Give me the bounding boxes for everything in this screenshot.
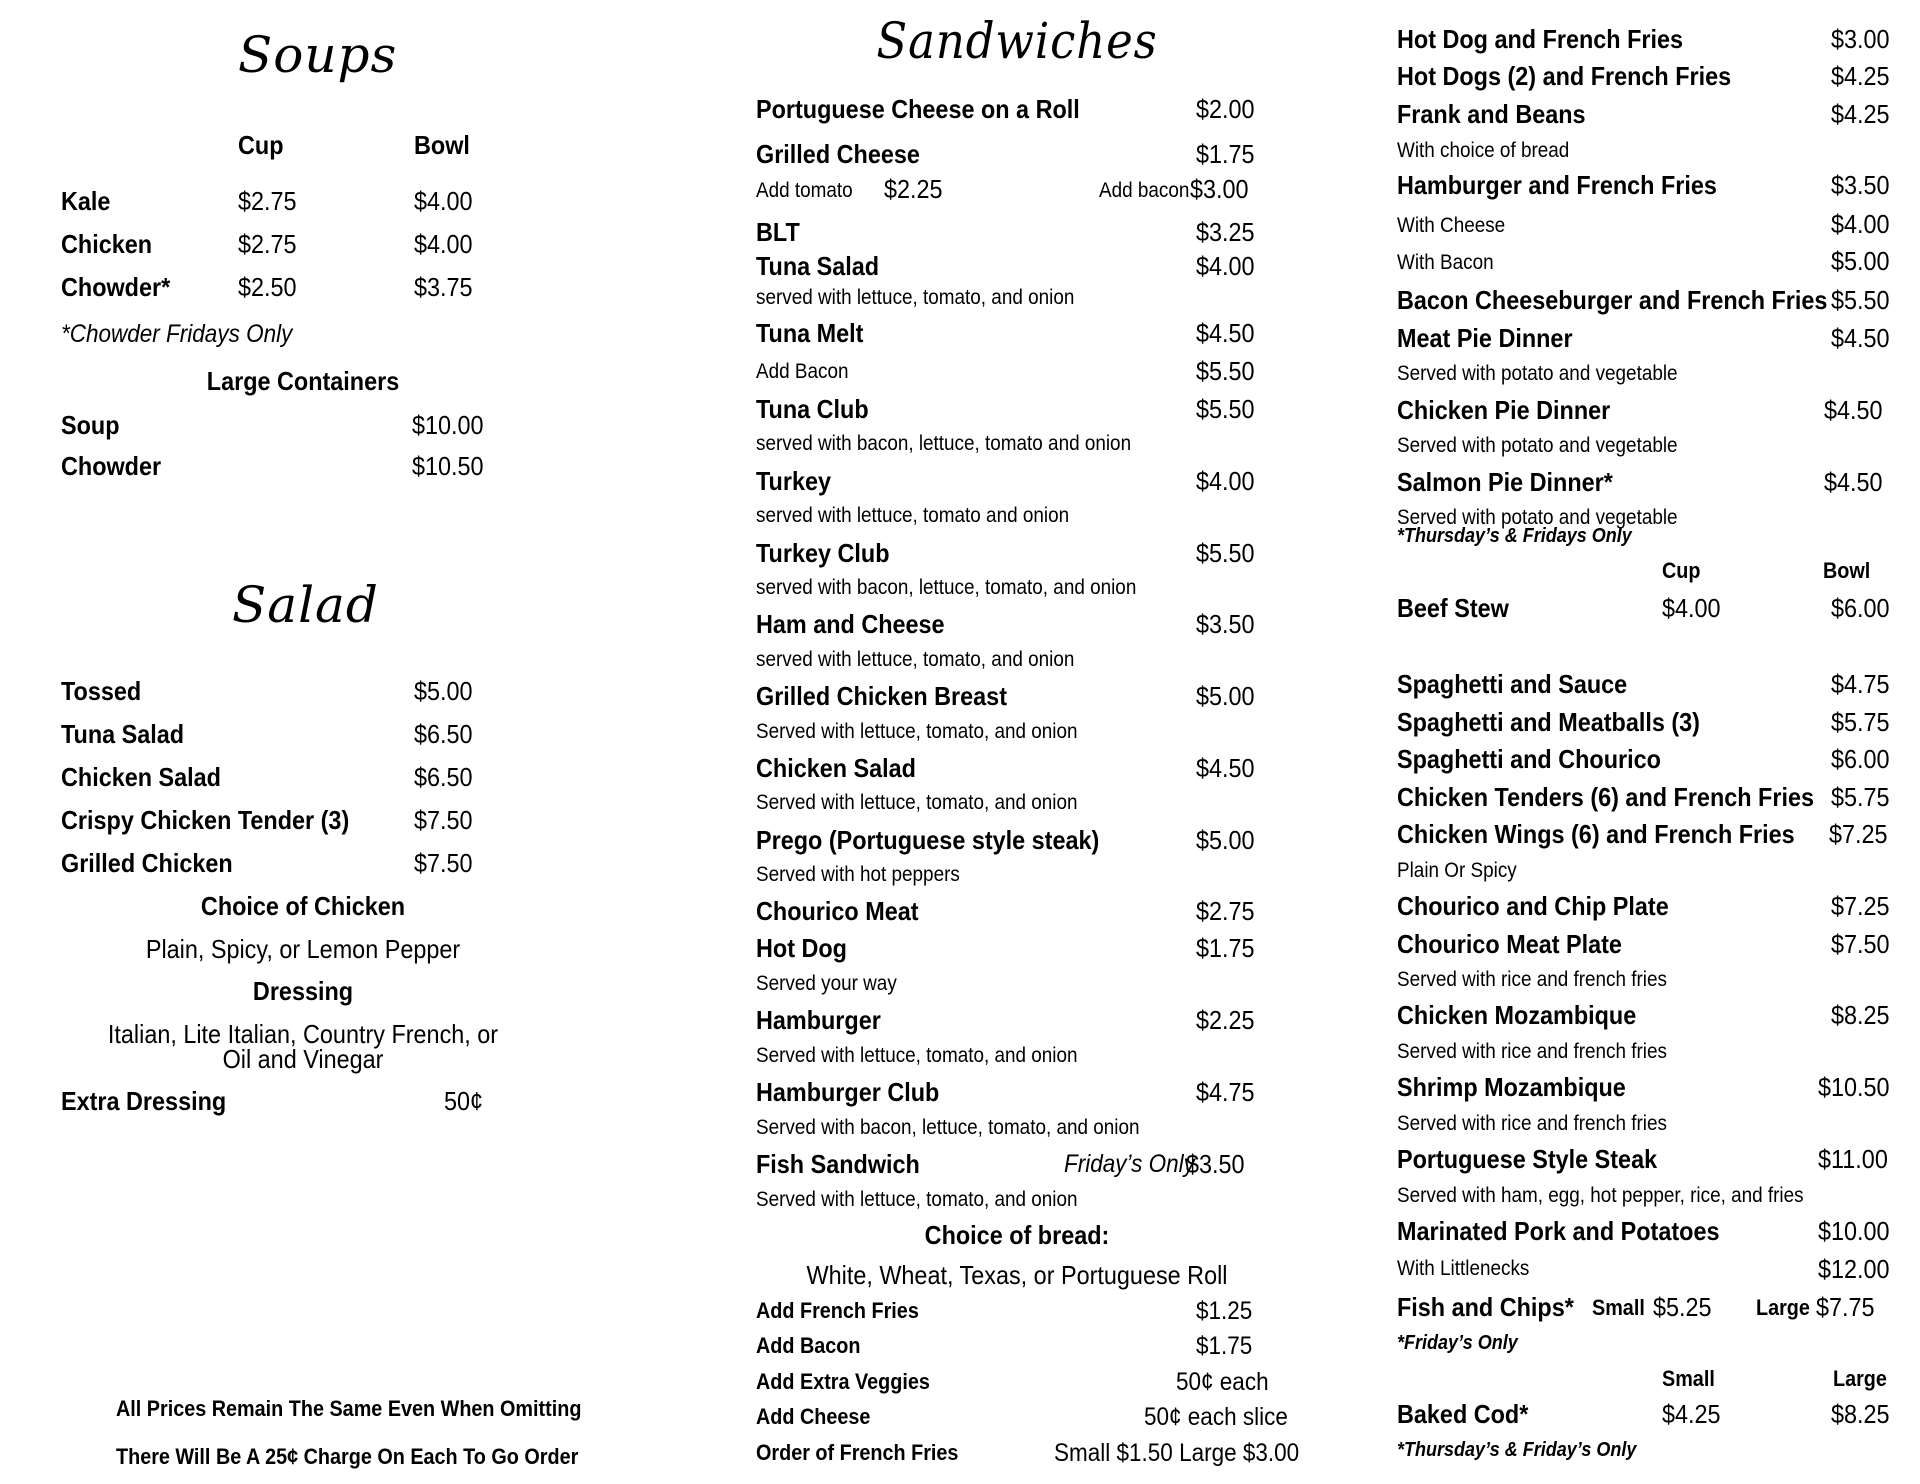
sandwich-price: $4.50 (1196, 318, 1255, 348)
sandwich-name: Portuguese Cheese on a Roll (756, 94, 1080, 124)
dinner-name: Frank and Beans (1397, 99, 1586, 129)
dinner-price: $6.00 (1831, 744, 1890, 774)
choice-of-chicken-options: Plain, Spicy, or Lemon Pepper (145, 934, 461, 964)
addon-price: 50¢ each slice (1144, 1403, 1288, 1431)
sandwich-price: $1.75 (1196, 139, 1255, 169)
sandwich-name: Hamburger Club (756, 1077, 940, 1107)
dinner-name: Chicken Mozambique (1397, 1000, 1637, 1030)
large-container-name: Soup (61, 410, 120, 440)
dinner-name: Shrimp Mozambique (1397, 1072, 1626, 1102)
dinner-price: $4.25 (1831, 61, 1890, 91)
dinner-price: $7.25 (1831, 891, 1890, 921)
sandwich-price: $5.50 (1196, 394, 1255, 424)
sandwich-description: Served with lettuce, tomato, and onion (756, 720, 1078, 743)
choice-of-bread-options: White, Wheat, Texas, or Portuguese Roll (806, 1260, 1228, 1290)
dinner-price: $5.75 (1831, 782, 1890, 812)
sandwich-name: Chourico Meat (756, 896, 919, 926)
tuna-melt-add-bacon-price: $5.50 (1196, 356, 1255, 386)
cod-large-price: $8.25 (1831, 1399, 1890, 1429)
cod-small-price: $4.25 (1662, 1399, 1721, 1429)
fish-chips-large-price: $7.75 (1816, 1292, 1875, 1322)
dinner-price: $11.00 (1818, 1144, 1888, 1174)
sandwich-price: $2.75 (1196, 896, 1255, 926)
cod-small-header: Small (1662, 1366, 1715, 1391)
salad-name: Tossed (61, 676, 142, 706)
sandwich-description: Served with hot peppers (756, 863, 960, 886)
dinner-price: $4.75 (1831, 669, 1890, 699)
grilled-cheese-add-tomato-price: $2.25 (884, 174, 943, 204)
dinner-price: $7.25 (1829, 819, 1888, 849)
dinner-name: Hot Dogs (2) and French Fries (1397, 61, 1732, 91)
salad-price: $6.50 (414, 719, 473, 749)
fish-chips-small-price: $5.25 (1653, 1292, 1712, 1322)
soups-bowl-header: Bowl (414, 130, 470, 160)
sandwich-price: $5.50 (1196, 538, 1255, 568)
salmon-pie-note: *Thursday’s & Fridays Only (1397, 525, 1632, 547)
salad-name: Tuna Salad (61, 719, 185, 749)
soup-name: Chowder* (61, 272, 171, 302)
cod-note: *Thursday’s & Friday’s Only (1397, 1439, 1637, 1461)
dinner-name: Hamburger and French Fries (1397, 170, 1717, 200)
dinner-option: With Littlenecks (1397, 1257, 1530, 1280)
addon-name: Add Extra Veggies (756, 1369, 930, 1394)
fish-chips-large-label: Large (1756, 1295, 1810, 1320)
soup-bowl-price: $4.00 (414, 229, 473, 259)
dinner-description: Served with rice and french fries (1397, 968, 1667, 991)
sandwich-description: served with bacon, lettuce, tomato, and onion (756, 576, 1137, 599)
fish-chips-small-label: Small (1592, 1295, 1645, 1320)
salad-price: $7.50 (414, 848, 473, 878)
choice-of-chicken-title: Choice of Chicken (200, 891, 406, 921)
sandwich-price: $2.00 (1196, 94, 1255, 124)
sandwich-price: $3.50 (1196, 609, 1255, 639)
footer-note-to-go-charge: There Will Be A 25¢ Charge On Each To Go Order (116, 1444, 579, 1469)
dinner-price: $4.25 (1831, 99, 1890, 129)
salad-name: Chicken Salad (61, 762, 221, 792)
dinner-name: Hot Dog and French Fries (1397, 24, 1684, 54)
dinner-name: Marinated Pork and Potatoes (1397, 1216, 1720, 1246)
large-container-price: $10.00 (412, 410, 484, 440)
sandwich-description: Served with bacon, lettuce, tomato, and onion (756, 1116, 1140, 1139)
dinner-description: Plain Or Spicy (1397, 859, 1517, 882)
sandwich-name: Grilled Cheese (756, 139, 920, 169)
dinner-name: Fish and Chips* (1397, 1292, 1574, 1322)
addon-price: $1.25 (1196, 1297, 1253, 1325)
dinner-option-price: $4.00 (1831, 209, 1890, 239)
dinner-price: $8.25 (1831, 1000, 1890, 1030)
soup-name: Kale (61, 186, 111, 216)
dinner-name: Chourico Meat Plate (1397, 929, 1622, 959)
sandwich-description: served with bacon, lettuce, tomato and onion (756, 432, 1132, 455)
dinner-option: With Bacon (1397, 251, 1494, 274)
sandwich-description: served with lettuce, tomato, and onion (756, 286, 1075, 309)
large-container-name: Chowder (61, 451, 162, 481)
dressing-options-line1: Italian, Lite Italian, Country French, or (107, 1019, 499, 1049)
sandwich-price: $5.00 (1196, 681, 1255, 711)
dinner-name: Spaghetti and Chourico (1397, 744, 1661, 774)
sandwich-price: $3.25 (1196, 217, 1255, 247)
soups-title: Soups (238, 26, 398, 84)
dinner-description: Served with potato and vegetable (1397, 362, 1678, 385)
sandwich-name: Prego (Portuguese style steak) (756, 825, 1100, 855)
dinner-price: $5.75 (1831, 707, 1890, 737)
salad-price: $5.00 (414, 676, 473, 706)
dinner-price: $4.50 (1831, 323, 1890, 353)
sandwich-price: $2.25 (1196, 1005, 1255, 1035)
salad-title: Salad (232, 576, 379, 634)
cod-large-header: Large (1833, 1366, 1887, 1391)
dressing-options-line2: Oil and Vinegar (222, 1044, 384, 1074)
dinner-name: Chicken Wings (6) and French Fries (1397, 819, 1795, 849)
soup-cup-price: $2.75 (238, 186, 297, 216)
sandwich-name: Hamburger (756, 1005, 881, 1035)
soups-cup-header: Cup (238, 130, 284, 160)
salad-price: $7.50 (414, 805, 473, 835)
beef-stew-cup-price: $4.00 (1662, 593, 1721, 623)
dinner-name: Beef Stew (1397, 593, 1509, 623)
addon-price: $1.75 (1196, 1332, 1253, 1360)
sandwiches-title: Sandwiches (876, 12, 1158, 70)
grilled-cheese-add-tomato: Add tomato (756, 179, 853, 202)
dinner-name: Portuguese Style Steak (1397, 1144, 1658, 1174)
dinner-description: Served with potato and vegetable (1397, 506, 1678, 529)
footer-note-omitting: All Prices Remain The Same Even When Omitting (116, 1396, 582, 1421)
salad-name: Grilled Chicken (61, 848, 233, 878)
dinner-price: $5.50 (1831, 285, 1890, 315)
dinner-option-price: $12.00 (1818, 1254, 1890, 1284)
dinner-name: Chourico and Chip Plate (1397, 891, 1669, 921)
dinner-name: Baked Cod* (1397, 1399, 1529, 1429)
dinner-name: Meat Pie Dinner (1397, 323, 1573, 353)
sandwich-name: Turkey (756, 466, 832, 496)
addon-name: Add Cheese (756, 1404, 871, 1429)
sandwich-description: Served your way (756, 972, 897, 995)
soup-cup-price: $2.75 (238, 229, 297, 259)
dressing-title: Dressing (252, 976, 354, 1006)
dinner-price: $10.00 (1818, 1216, 1890, 1246)
sandwich-price: $4.00 (1196, 466, 1255, 496)
sandwich-price: $4.50 (1196, 753, 1255, 783)
tuna-melt-add-bacon: Add Bacon (756, 360, 849, 383)
soup-name: Chicken (61, 229, 153, 259)
grilled-cheese-add-bacon-price: $3.00 (1190, 174, 1249, 204)
addon-name: Add Bacon (756, 1333, 861, 1358)
sandwich-name: Tuna Melt (756, 318, 864, 348)
large-containers-title: Large Containers (206, 366, 400, 396)
dinner-name: Bacon Cheeseburger and French Fries (1397, 285, 1828, 315)
dinner-name: Spaghetti and Sauce (1397, 669, 1628, 699)
sandwich-name: Chicken Salad (756, 753, 916, 783)
chowder-note: *Chowder Fridays Only (61, 320, 293, 348)
fish-chips-note: *Friday’s Only (1397, 1332, 1518, 1354)
salad-price: $6.50 (414, 762, 473, 792)
soup-cup-price: $2.50 (238, 272, 297, 302)
dinner-description: With choice of bread (1397, 139, 1570, 162)
sandwich-price: $3.50 (1186, 1149, 1245, 1179)
beef-stew-bowl-header: Bowl (1823, 558, 1871, 583)
large-container-price: $10.50 (412, 451, 484, 481)
extra-dressing-price: 50¢ (444, 1086, 484, 1116)
sandwich-description: Served with lettuce, tomato, and onion (756, 1044, 1078, 1067)
fish-sandwich-note: Friday’s Only (1064, 1150, 1195, 1178)
sandwich-price: $4.75 (1196, 1077, 1255, 1107)
sandwich-name: Fish Sandwich (756, 1149, 920, 1179)
sandwich-description: served with lettuce, tomato and onion (756, 504, 1070, 527)
sandwich-description: Served with lettuce, tomato, and onion (756, 1188, 1078, 1211)
soup-bowl-price: $3.75 (414, 272, 473, 302)
dinner-name: Spaghetti and Meatballs (3) (1397, 707, 1700, 737)
sandwich-name: Grilled Chicken Breast (756, 681, 1008, 711)
dinner-name: Salmon Pie Dinner* (1397, 467, 1613, 497)
sandwich-description: served with lettuce, tomato, and onion (756, 648, 1075, 671)
dinner-price: $3.50 (1831, 170, 1890, 200)
dinner-price: $4.50 (1824, 467, 1883, 497)
dinner-name: Chicken Pie Dinner (1397, 395, 1611, 425)
addon-name: Order of French Fries (756, 1440, 959, 1465)
dinner-price: $7.50 (1831, 929, 1890, 959)
salad-name: Crispy Chicken Tender (3) (61, 805, 350, 835)
choice-of-bread-title: Choice of bread: (924, 1220, 1110, 1250)
addon-name: Add French Fries (756, 1298, 919, 1323)
sandwich-name: BLT (756, 217, 800, 247)
sandwich-price: $4.00 (1196, 251, 1255, 281)
sandwich-name: Tuna Club (756, 394, 869, 424)
sandwich-name: Turkey Club (756, 538, 890, 568)
dinner-description: Served with rice and french fries (1397, 1040, 1667, 1063)
dinner-description: Served with ham, egg, hot pepper, rice, and fries (1397, 1184, 1804, 1207)
addon-price: Small $1.50 Large $3.00 (1054, 1439, 1300, 1467)
beef-stew-cup-header: Cup (1662, 558, 1701, 583)
sandwich-price: $5.00 (1196, 825, 1255, 855)
sandwich-description: Served with lettuce, tomato, and onion (756, 791, 1078, 814)
dinner-option-price: $5.00 (1831, 246, 1890, 276)
extra-dressing-name: Extra Dressing (61, 1086, 227, 1116)
sandwich-name: Ham and Cheese (756, 609, 945, 639)
sandwich-name: Tuna Salad (756, 251, 880, 281)
dinner-price: $3.00 (1831, 24, 1890, 54)
dinner-option: With Cheese (1397, 214, 1506, 237)
addon-price: 50¢ each (1176, 1368, 1269, 1396)
beef-stew-bowl-price: $6.00 (1831, 593, 1890, 623)
sandwich-name: Hot Dog (756, 933, 847, 963)
grilled-cheese-add-bacon: Add bacon (1099, 179, 1190, 202)
dinner-price: $4.50 (1824, 395, 1883, 425)
dinner-description: Served with potato and vegetable (1397, 434, 1678, 457)
dinner-price: $10.50 (1818, 1072, 1890, 1102)
dinner-name: Chicken Tenders (6) and French Fries (1397, 782, 1814, 812)
dinner-description: Served with rice and french fries (1397, 1112, 1667, 1135)
soup-bowl-price: $4.00 (414, 186, 473, 216)
sandwich-price: $1.75 (1196, 933, 1255, 963)
